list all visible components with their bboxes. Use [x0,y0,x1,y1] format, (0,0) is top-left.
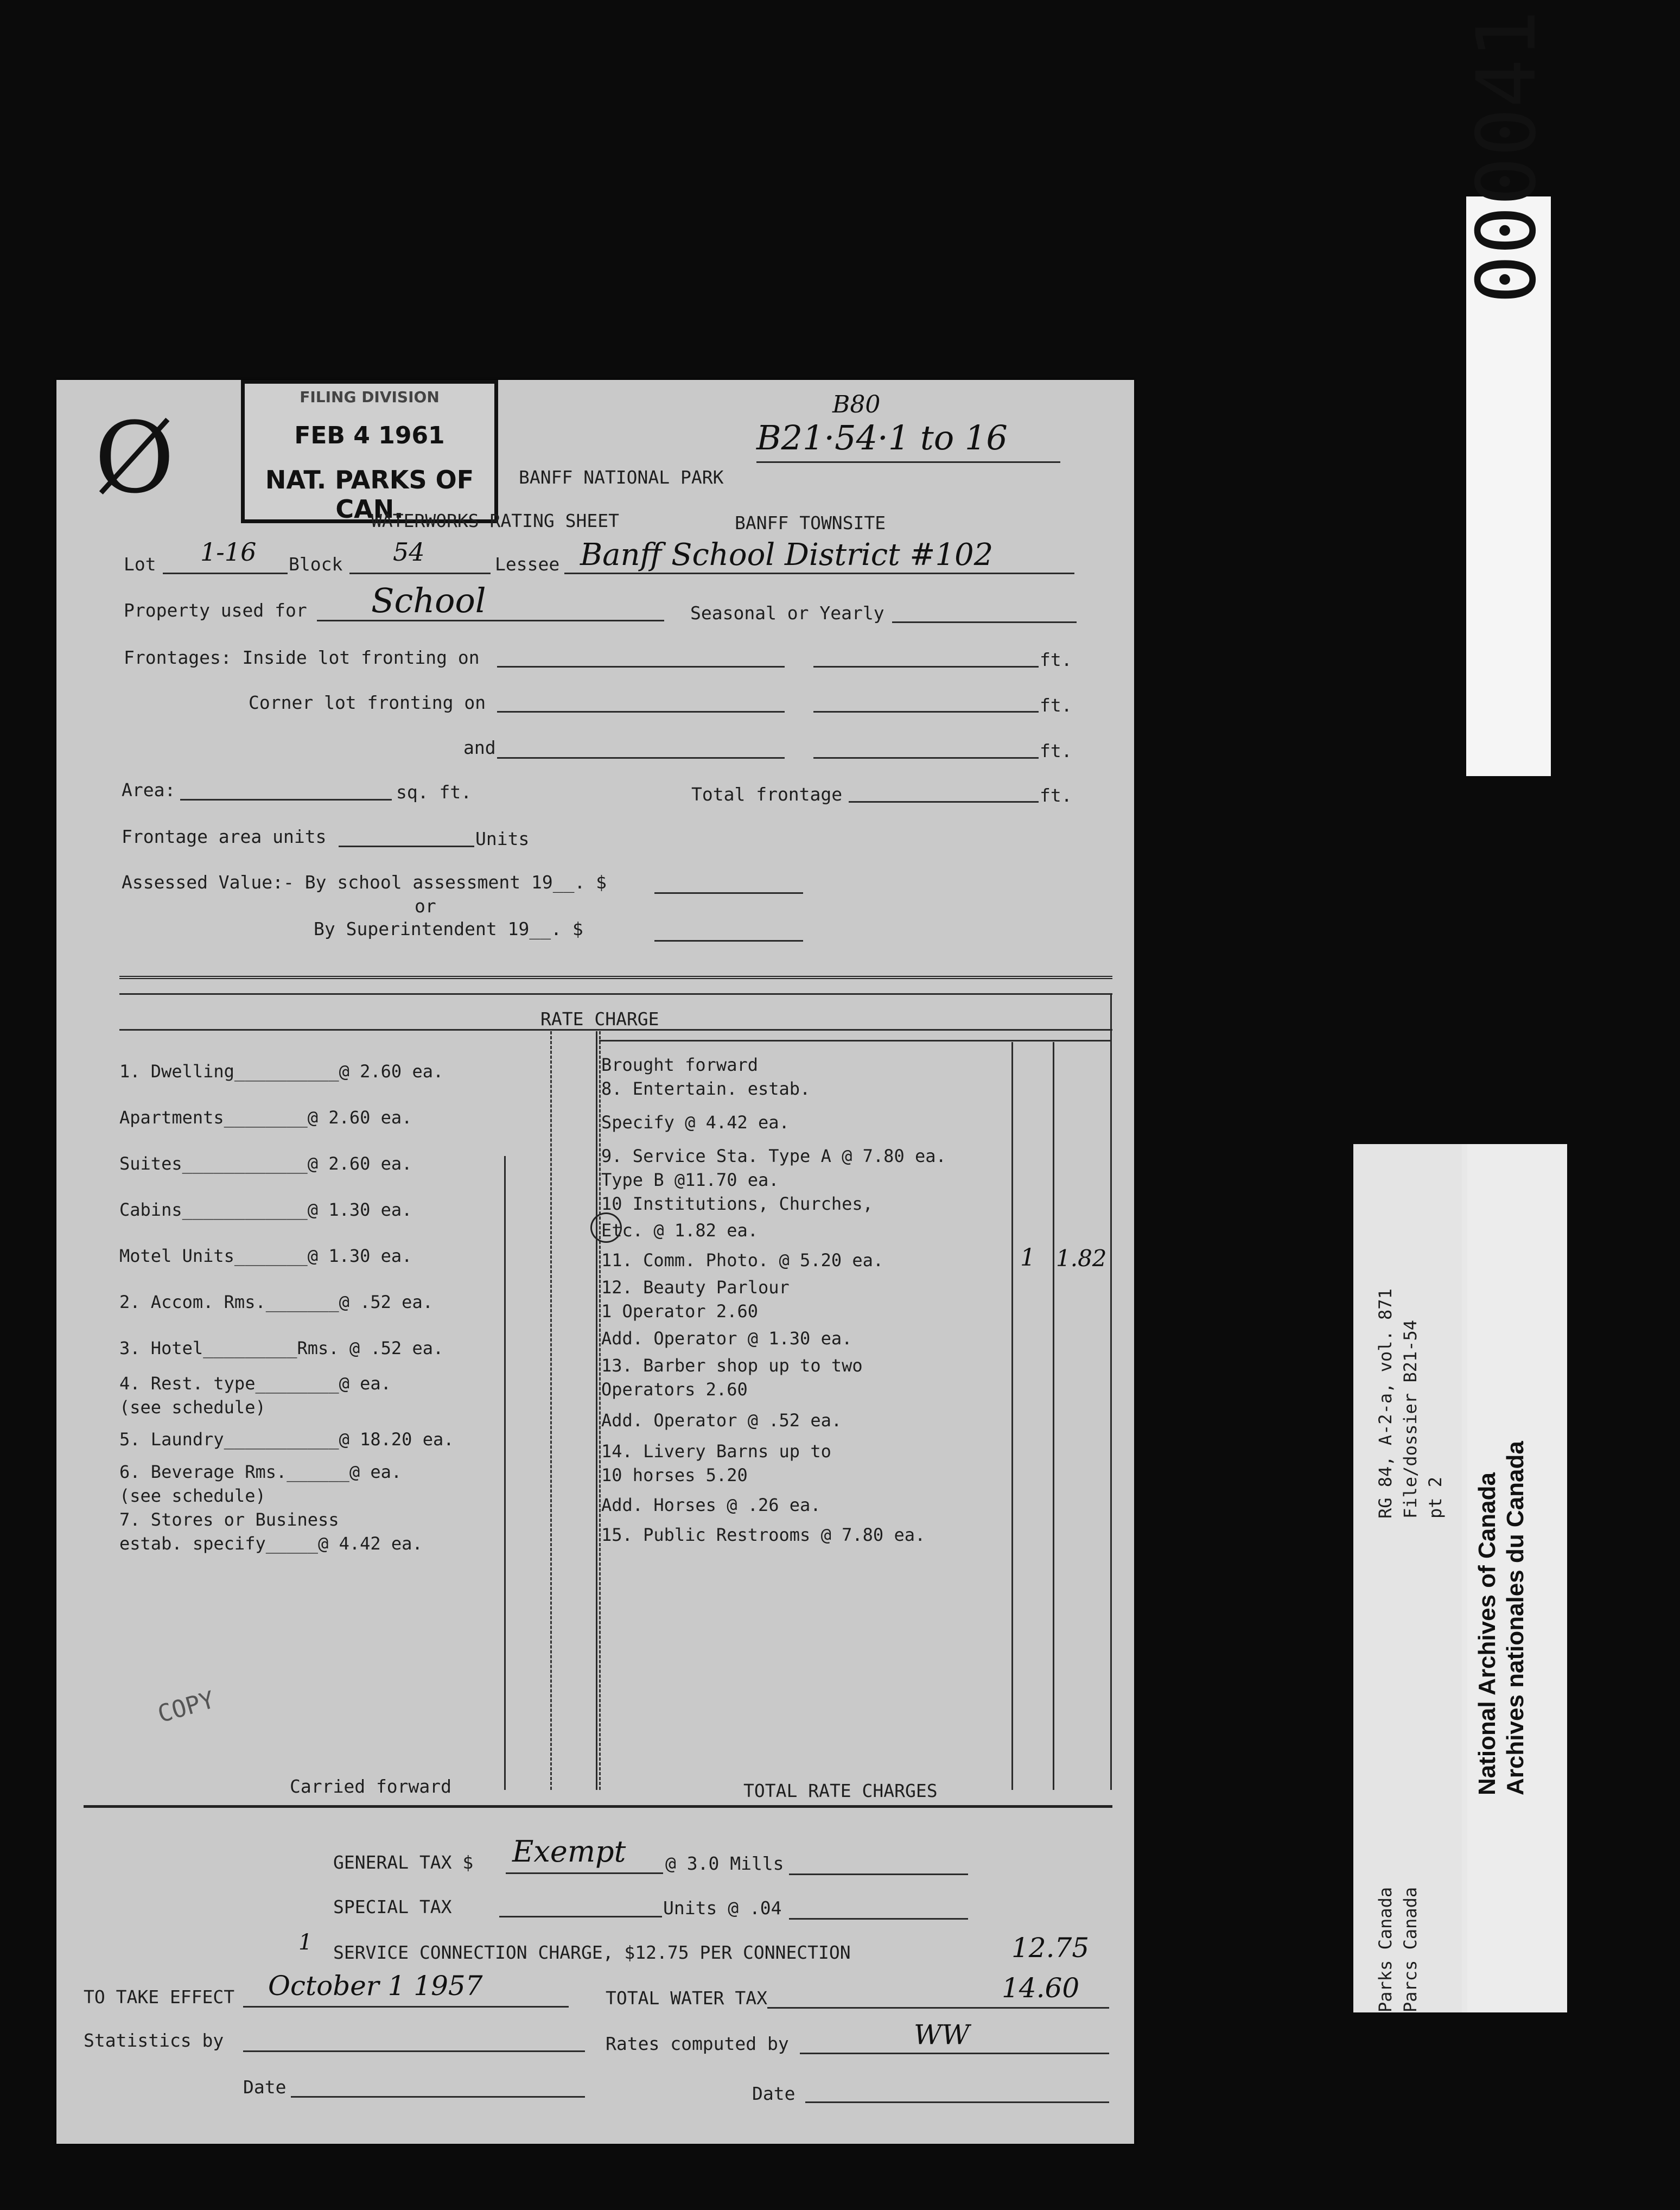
file-ref: B21·54·1 to 16 [756,418,1008,458]
item-accom-rms: 2. Accom. Rms._______@ .52 ea. [119,1292,433,1312]
item-service-a: 9. Service Sta. Type A @ 7.80 ea. [601,1146,946,1166]
item-comm-photo: 11. Comm. Photo. @ 5.20 ea. [601,1250,884,1271]
rate-charge-title: RATE CHARGE [540,1008,659,1030]
item-hotel: 3. Hotel_________Rms. @ .52 ea. [119,1338,444,1358]
take-effect-value: October 1 1957 [268,1970,483,2002]
lessee-label: Lessee [495,554,560,575]
inst-qty: 1 [1020,1244,1035,1272]
units-label: Units [475,828,530,849]
special-tax-label: SPECIAL TAX [333,1896,452,1917]
by-super-label: By Superintendent 19__. $ [314,918,583,939]
item-service-b: Type B @11.70 ea. [601,1170,779,1190]
park-name: BANFF NATIONAL PARK [519,467,724,488]
item-entertain-specify: Specify @ 4.42 ea. [601,1112,790,1133]
rates-by-value: WW [914,2019,970,2050]
date-label-1: Date [243,2076,287,2098]
item-suites: Suites____________@ 2.60 ea. [119,1153,412,1174]
date-label-2: Date [752,2083,796,2104]
frontage-units-label: Frontage area units [122,826,327,847]
general-tax-rate: @ 3.0 Mills [665,1853,784,1874]
item-rest-schedule: (see schedule) [119,1397,266,1418]
item-institutions-etc: Etc. @ 1.82 ea. [601,1220,758,1241]
or-label: or [415,896,436,917]
right-rate-list [601,1053,1035,1547]
item-beauty: 12. Beauty Parlour [601,1277,790,1298]
item-motel-units: Motel Units_______@ 1.30 ea. [119,1246,412,1266]
item-beverage-schedule: (see schedule) [119,1485,266,1506]
circle-mark [590,1212,622,1243]
block-label: Block [289,554,343,575]
ft-3: ft. [1040,740,1072,761]
townsite: BANFF TOWNSITE [735,512,886,534]
file-ref-top: B80 [832,391,881,418]
ft-4: ft. [1040,785,1072,806]
sheet-title: WATERWORKS RATING SHEET [371,510,619,531]
block-value: 54 [393,537,425,567]
left-rate-list [119,1049,553,1555]
hand-check-mark: Ø [94,402,175,515]
ft-1: ft. [1040,649,1072,670]
archive-ref-2: File/dossier B21-54 [1400,1319,1421,1519]
frontages-label: Frontages: Inside lot fronting on [124,647,480,668]
item-stores: 7. Stores or Business [119,1509,339,1530]
stamp-division: FILING DIVISION [300,388,440,406]
archive-ref-3: pt 2 [1425,1476,1446,1519]
special-tax-rate: Units @ .04 [663,1897,782,1919]
general-tax-label: GENERAL TAX $ [333,1852,474,1873]
statistics-label: Statistics by [84,2030,224,2051]
general-tax-value: Exempt [512,1834,626,1869]
seasonal-label: Seasonal or Yearly [690,602,884,624]
property-label: Property used for [124,600,307,621]
parks-en: Parks Canada [1375,1887,1396,2012]
total-water-label: TOTAL WATER TAX [606,1987,768,2009]
area-label: Area: [122,779,176,801]
stamp-date: FEB 4 1961 [294,422,445,449]
total-frontage-label: Total frontage [691,784,843,805]
and-label: and [463,737,496,758]
service-mark: 1 [298,1930,313,1955]
item-cabins: Cabins____________@ 1.30 ea. [119,1199,412,1220]
item-apartments: Apartments________@ 2.60 ea. [119,1107,412,1128]
item-dwelling: 1. Dwelling__________@ 2.60 ea. [119,1061,444,1082]
total-water-value: 14.60 [1002,1972,1080,2004]
item-beauty-add: Add. Operator @ 1.30 ea. [601,1328,852,1349]
archive-label [1353,1144,1567,2012]
item-barber: 13. Barber shop up to two [601,1355,863,1376]
item-livery-10: 10 horses 5.20 [601,1465,748,1485]
frame-number: 000041 [1460,10,1554,304]
take-effect-label: TO TAKE EFFECT [84,1986,235,2008]
corner-label: Corner lot fronting on [249,692,486,713]
item-stores-specify: estab. specify_____@ 4.42 ea. [119,1533,423,1554]
item-brought-forward: Brought forward [601,1055,758,1075]
archive-ref-1: RG 84, A-2-a, vol. 871 [1375,1288,1396,1519]
archives-en: National Archives of Canada [1474,1472,1500,1795]
rating-sheet [56,380,1134,2144]
archives-fr: Archives nationales du Canada [1502,1441,1529,1795]
item-livery-add: Add. Horses @ .26 ea. [601,1495,821,1515]
item-rest-type: 4. Rest. type________@ ea. [119,1373,391,1394]
lot-value: 1-16 [200,537,257,567]
service-value: 12.75 [1011,1932,1090,1964]
lessee-value: Banff School District #102 [580,537,994,573]
item-laundry: 5. Laundry___________@ 18.20 ea. [119,1429,454,1450]
item-restrooms: 15. Public Restrooms @ 7.80 ea. [601,1525,926,1545]
total-rate-charges: TOTAL RATE CHARGES [743,1780,938,1801]
ft-2: ft. [1040,695,1072,716]
service-connection: SERVICE CONNECTION CHARGE, $12.75 PER CONNECTION [333,1942,851,1963]
stamp-org: NAT. PARKS OF CAN. [265,465,474,524]
lot-label: Lot [124,554,156,575]
item-entertain: 8. Entertain. estab. [601,1078,811,1099]
item-barber-ops: Operators 2.60 [601,1379,748,1400]
property-value: School [371,581,486,620]
inst-amount: 1.82 [1056,1245,1107,1272]
item-beverage: 6. Beverage Rms.______@ ea. [119,1462,402,1482]
assessed-label: Assessed Value:- By school assessment 19__. $ [122,872,607,893]
parks-fr: Parcs Canada [1400,1887,1421,2012]
item-beauty-1: 1 Operator 2.60 [601,1301,758,1322]
carried-forward: Carried forward [290,1776,452,1797]
frame-number-tab [1460,10,1554,776]
sqft-label: sq. ft. [396,782,472,803]
filing-stamp [241,380,498,523]
item-barber-add: Add. Operator @ .52 ea. [601,1410,842,1431]
copy-mark: COPY [155,1686,218,1729]
item-livery: 14. Livery Barns up to [601,1441,831,1462]
rates-label: Rates computed by [606,2033,789,2054]
item-institutions: 10 Institutions, Churches, [601,1193,873,1214]
